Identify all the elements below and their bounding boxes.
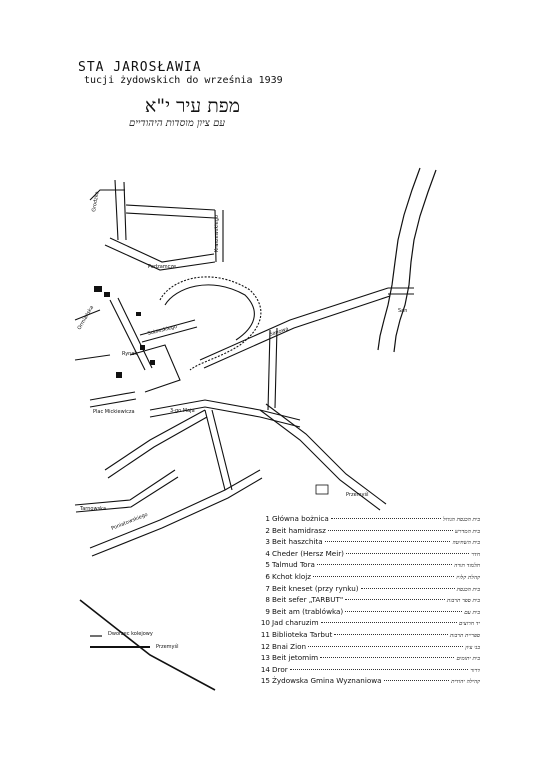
road-east: [268, 328, 277, 410]
legend-name: Cheder (Hersz Meir): [272, 548, 344, 558]
legend-number: 6: [265, 571, 270, 581]
legend-hebrew: בית המדרש: [454, 528, 480, 535]
legend-item: [258, 653, 480, 665]
legend-item: [258, 642, 480, 654]
river-san-bank: [394, 170, 436, 352]
road-poniatowskiego: [90, 470, 262, 556]
map-title-hebrew: מפת עיר י"א: [144, 95, 240, 117]
legend-number: 3: [265, 537, 270, 547]
legend-name: Biblioteka Tarbut: [272, 629, 333, 639]
road-mickiewicza: [90, 392, 136, 407]
legend-dots: [308, 646, 463, 647]
legend-name: Beit kneset (przy rynku): [272, 583, 359, 593]
legend-dots: [317, 564, 452, 565]
legend-hebrew: בית יתומים: [456, 656, 480, 663]
legend-dots: [325, 541, 451, 542]
legend-dots: [345, 611, 462, 612]
legend-item: [258, 607, 480, 619]
legend-number: 9: [265, 606, 270, 616]
building-4: [116, 372, 122, 378]
legend: [258, 514, 480, 688]
building-1: [94, 286, 102, 292]
legend-hebrew: בית הכנסת: [456, 586, 480, 593]
road-sanowa: [200, 288, 390, 368]
road-north-1: [115, 180, 126, 240]
label-tarnowska: Tarnowska: [80, 506, 107, 512]
road-west-2: [75, 310, 110, 360]
cemetery: [316, 485, 328, 494]
label-sanowa: Sanowa: [268, 326, 290, 338]
key-station-label: Dworzec kolejowy: [108, 631, 153, 637]
legend-dots: [321, 622, 457, 623]
label-san: San: [398, 308, 408, 314]
legend-dots: [346, 553, 469, 554]
legend-dots: [331, 518, 441, 519]
legend-hebrew: בית עם: [464, 609, 480, 616]
legend-item: [258, 549, 480, 561]
legend-dots: [361, 588, 455, 589]
legend-hebrew: בית הכנסת הגדול: [443, 517, 480, 523]
legend-hebrew: בני ציון: [465, 644, 480, 651]
road-rynek-2: [130, 345, 180, 392]
legend-name: Kchot klojz: [272, 571, 312, 581]
legend-name: Beit sefer „TARBUT": [272, 595, 344, 605]
legend-dots: [290, 669, 469, 670]
legend-hebrew: בית ספר תרבות: [446, 598, 480, 605]
legend-item: [258, 514, 480, 526]
legend-hebrew: תלמוד תורה: [454, 563, 480, 570]
label-kraszewskiego: Kraszewskiego: [214, 215, 220, 252]
building-2: [104, 292, 110, 297]
legend-name: Dror: [272, 664, 288, 674]
map-title: STA JAROSŁAWIA: [78, 60, 202, 75]
legend-hebrew: חדר: [471, 551, 480, 558]
label-poniatowskiego: Poniatowskiego: [110, 511, 149, 532]
legend-name: Talmud Tora: [272, 560, 315, 570]
legend-number: 5: [265, 560, 270, 570]
road-south-2: [205, 410, 232, 490]
railway: [80, 600, 215, 690]
label-grodzka: Grodzka: [91, 191, 101, 213]
legend-dots: [328, 530, 453, 531]
key-railway-line: [90, 646, 150, 648]
road-north-3: [126, 205, 215, 218]
legend-number: 7: [265, 583, 270, 593]
legend-item: [258, 584, 480, 596]
legend-item: [258, 560, 480, 572]
key-railway-label: Przemyśl: [156, 644, 179, 650]
road-south-1: [105, 410, 207, 478]
label-rynek: Rynek: [122, 351, 138, 357]
jewish-buildings: [94, 286, 155, 378]
legend-hebrew: קהלת קלויז: [456, 574, 480, 581]
label-3-maja: 3-go Maja: [170, 408, 195, 414]
legend-name: Główna bożnica: [272, 514, 329, 523]
legend-hebrew: דרור: [470, 667, 480, 674]
legend-item: [258, 572, 480, 584]
legend-hebrew: בית השחיטה: [452, 540, 480, 547]
building-5: [150, 360, 155, 365]
legend-item: [258, 618, 480, 630]
legend-name: Beit jetomim: [272, 653, 319, 663]
label-ormianska: Ormiańska: [76, 304, 96, 331]
legend-hebrew: קהילה יהודית: [451, 679, 480, 686]
legend-dots: [313, 576, 454, 577]
label-sobieskiego: Sobieskiego: [147, 323, 178, 337]
legend-hebrew: ספריית תרבות: [449, 632, 480, 639]
map-subtitle-hebrew: עם ציון מוסדות היהודיים: [129, 118, 225, 129]
legend-number: 11: [260, 629, 270, 639]
legend-number: 8: [265, 595, 270, 605]
legend-name: Jad charuzim: [272, 618, 319, 628]
legend-item: [258, 595, 480, 607]
legend-dots: [345, 599, 445, 600]
legend-item: [258, 676, 480, 688]
legend-dots: [320, 657, 454, 658]
legend-dots: [384, 680, 450, 681]
legend-name: Bnai Zion: [272, 641, 307, 651]
legend-number: 14: [260, 664, 270, 674]
legend-item: [258, 526, 480, 538]
legend-number: 12: [260, 641, 270, 651]
legend-number: 1: [265, 514, 270, 523]
legend-number: 15: [260, 676, 270, 686]
legend-number: 4: [265, 548, 270, 558]
building-3: [140, 345, 145, 350]
bridge: [388, 288, 414, 294]
legend-item: [258, 537, 480, 549]
legend-item: [258, 630, 480, 642]
building-6: [136, 312, 141, 316]
legend-name: Beit am (trablówka): [272, 606, 344, 616]
label-podzamcze: Podzamcze: [148, 264, 177, 270]
legend-name: Beit haszchita: [272, 537, 323, 547]
legend-number: 10: [260, 618, 270, 628]
legend-number: 2: [265, 525, 270, 535]
legend-name: Beit hamidrasz: [272, 525, 326, 535]
label-plac-mickiewicza: Plac Mickiewicza: [93, 409, 135, 415]
legend-hebrew: יד חרוצים: [458, 621, 480, 628]
legend-dots: [334, 634, 447, 635]
legend-number: 13: [260, 653, 270, 663]
map-subtitle: tucji żydowskich do września 1939: [84, 75, 283, 86]
legend-item: [258, 665, 480, 677]
label-przemysl: Przemyśl: [346, 492, 369, 498]
legend-name: Żydowska Gmina Wyznaniowa: [272, 676, 382, 686]
